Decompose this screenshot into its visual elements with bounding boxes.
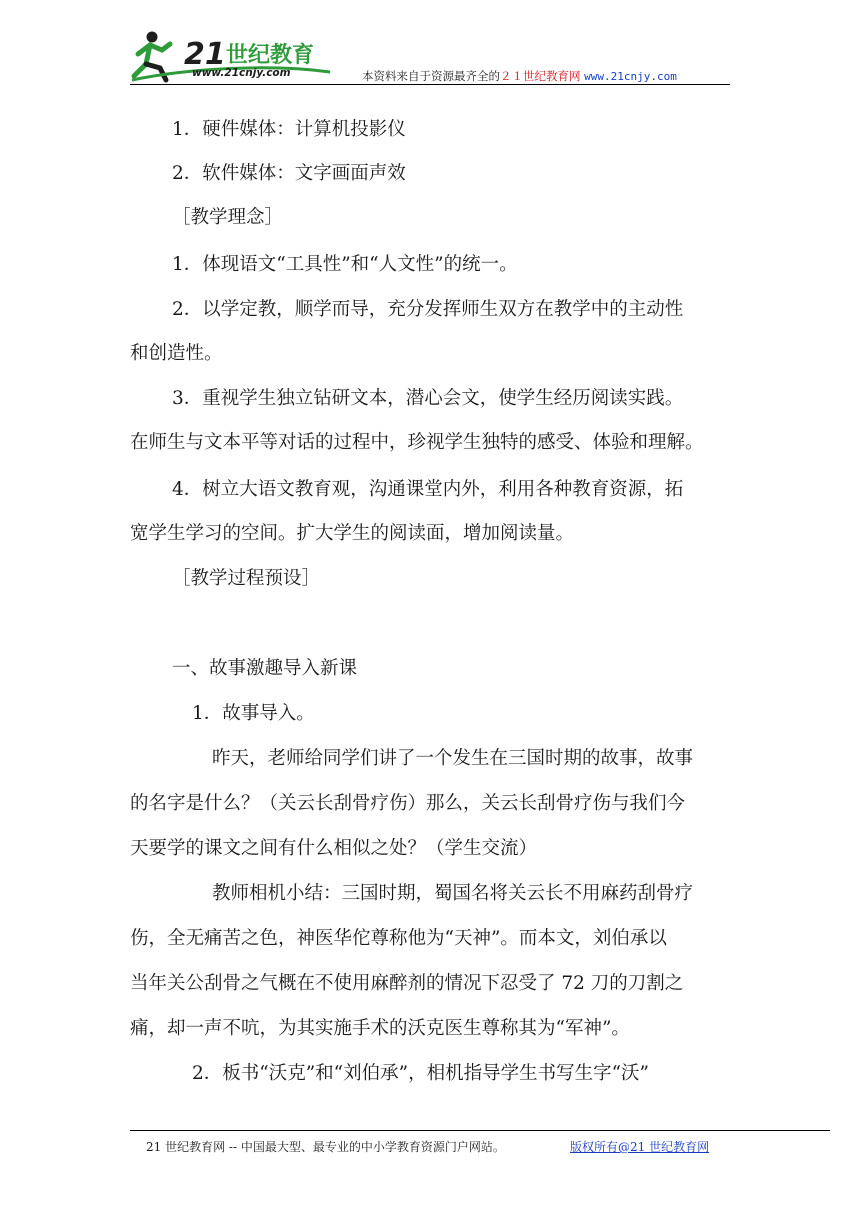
text-line: 当年关公刮骨之气概在不使用麻醉剂的情况下忍受了 72 刀的刀割之 [130, 973, 684, 994]
logo-url: www.21cnjy.com [192, 67, 291, 79]
text-line: 1．故事导入。 [192, 703, 315, 724]
footer-divider [130, 1130, 830, 1131]
text-line: 昨天，老师给同学们讲了一个发生在三国时期的故事，故事 [212, 748, 694, 769]
text-line: 痛，却一声不吭，为其实施手术的沃克医生尊称其为“军神”。 [130, 1018, 630, 1039]
section-heading: 一、故事激趣导入新课 [172, 658, 358, 679]
logo-number: 21 [184, 37, 226, 72]
header-note-brand: ２１世纪教育网 [500, 69, 581, 83]
text-line: 教师相机小结：三国时期，蜀国名将关云长不用麻药刮骨疗 [212, 883, 694, 904]
header-source-note [362, 68, 677, 84]
page-header [130, 28, 730, 86]
text-line: 的名字是什么？（关云长刮骨疗伤）那么，关云长刮骨疗伤与我们今 [130, 793, 686, 814]
section-heading: ［教学过程预设］ [172, 568, 321, 589]
text-line: 3．重视学生独立钻研文本，潜心会文，使学生经历阅读实践。 [172, 388, 684, 409]
section-heading: ［教学理念］ [172, 207, 284, 228]
footer-copyright-link[interactable]: 版权所有@21 世纪教育网 [570, 1140, 710, 1154]
site-logo [130, 28, 360, 84]
text-line: 和创造性。 [130, 343, 223, 364]
text-line: 宽学生学习的空间。扩大学生的阅读面，增加阅读量。 [130, 523, 575, 544]
text-line: 1．硬件媒体：计算机投影仪 [172, 119, 406, 140]
header-note-url[interactable]: www.21cnjy.com [584, 70, 677, 83]
text-line: 2．软件媒体：文字画面声效 [172, 163, 406, 184]
text-line: 在师生与文本平等对话的过程中，珍视学生独特的感受、体验和理解。 [130, 432, 704, 453]
header-divider [130, 84, 730, 85]
text-line: 伤，全无痛苦之色，神医华佗尊称他为“天神”。而本文，刘伯承以 [130, 928, 667, 949]
text-line: 1．体现语文“工具性”和“人文性”的统一。 [172, 254, 518, 275]
text-line: 天要学的课文之间有什么相似之处？（学生交流） [130, 838, 538, 859]
logo-title: 世纪教育 [226, 43, 315, 68]
text-line: 2．以学定教，顺学而导，充分发挥师生双方在教学中的主动性 [172, 299, 684, 320]
header-note-prefix: 本资料来自于资源最齐全的 [362, 69, 500, 83]
text-line: 2．板书“沃克”和“刘伯承”，相机指导学生书写生字“沃” [192, 1063, 650, 1084]
footer-site-description: 21 世纪教育网 -- 中国最大型、最专业的中小学教育资源门户网站。 [146, 1140, 505, 1154]
text-line: 4．树立大语文教育观，沟通课堂内外，利用各种教育资源，拓 [172, 479, 684, 500]
